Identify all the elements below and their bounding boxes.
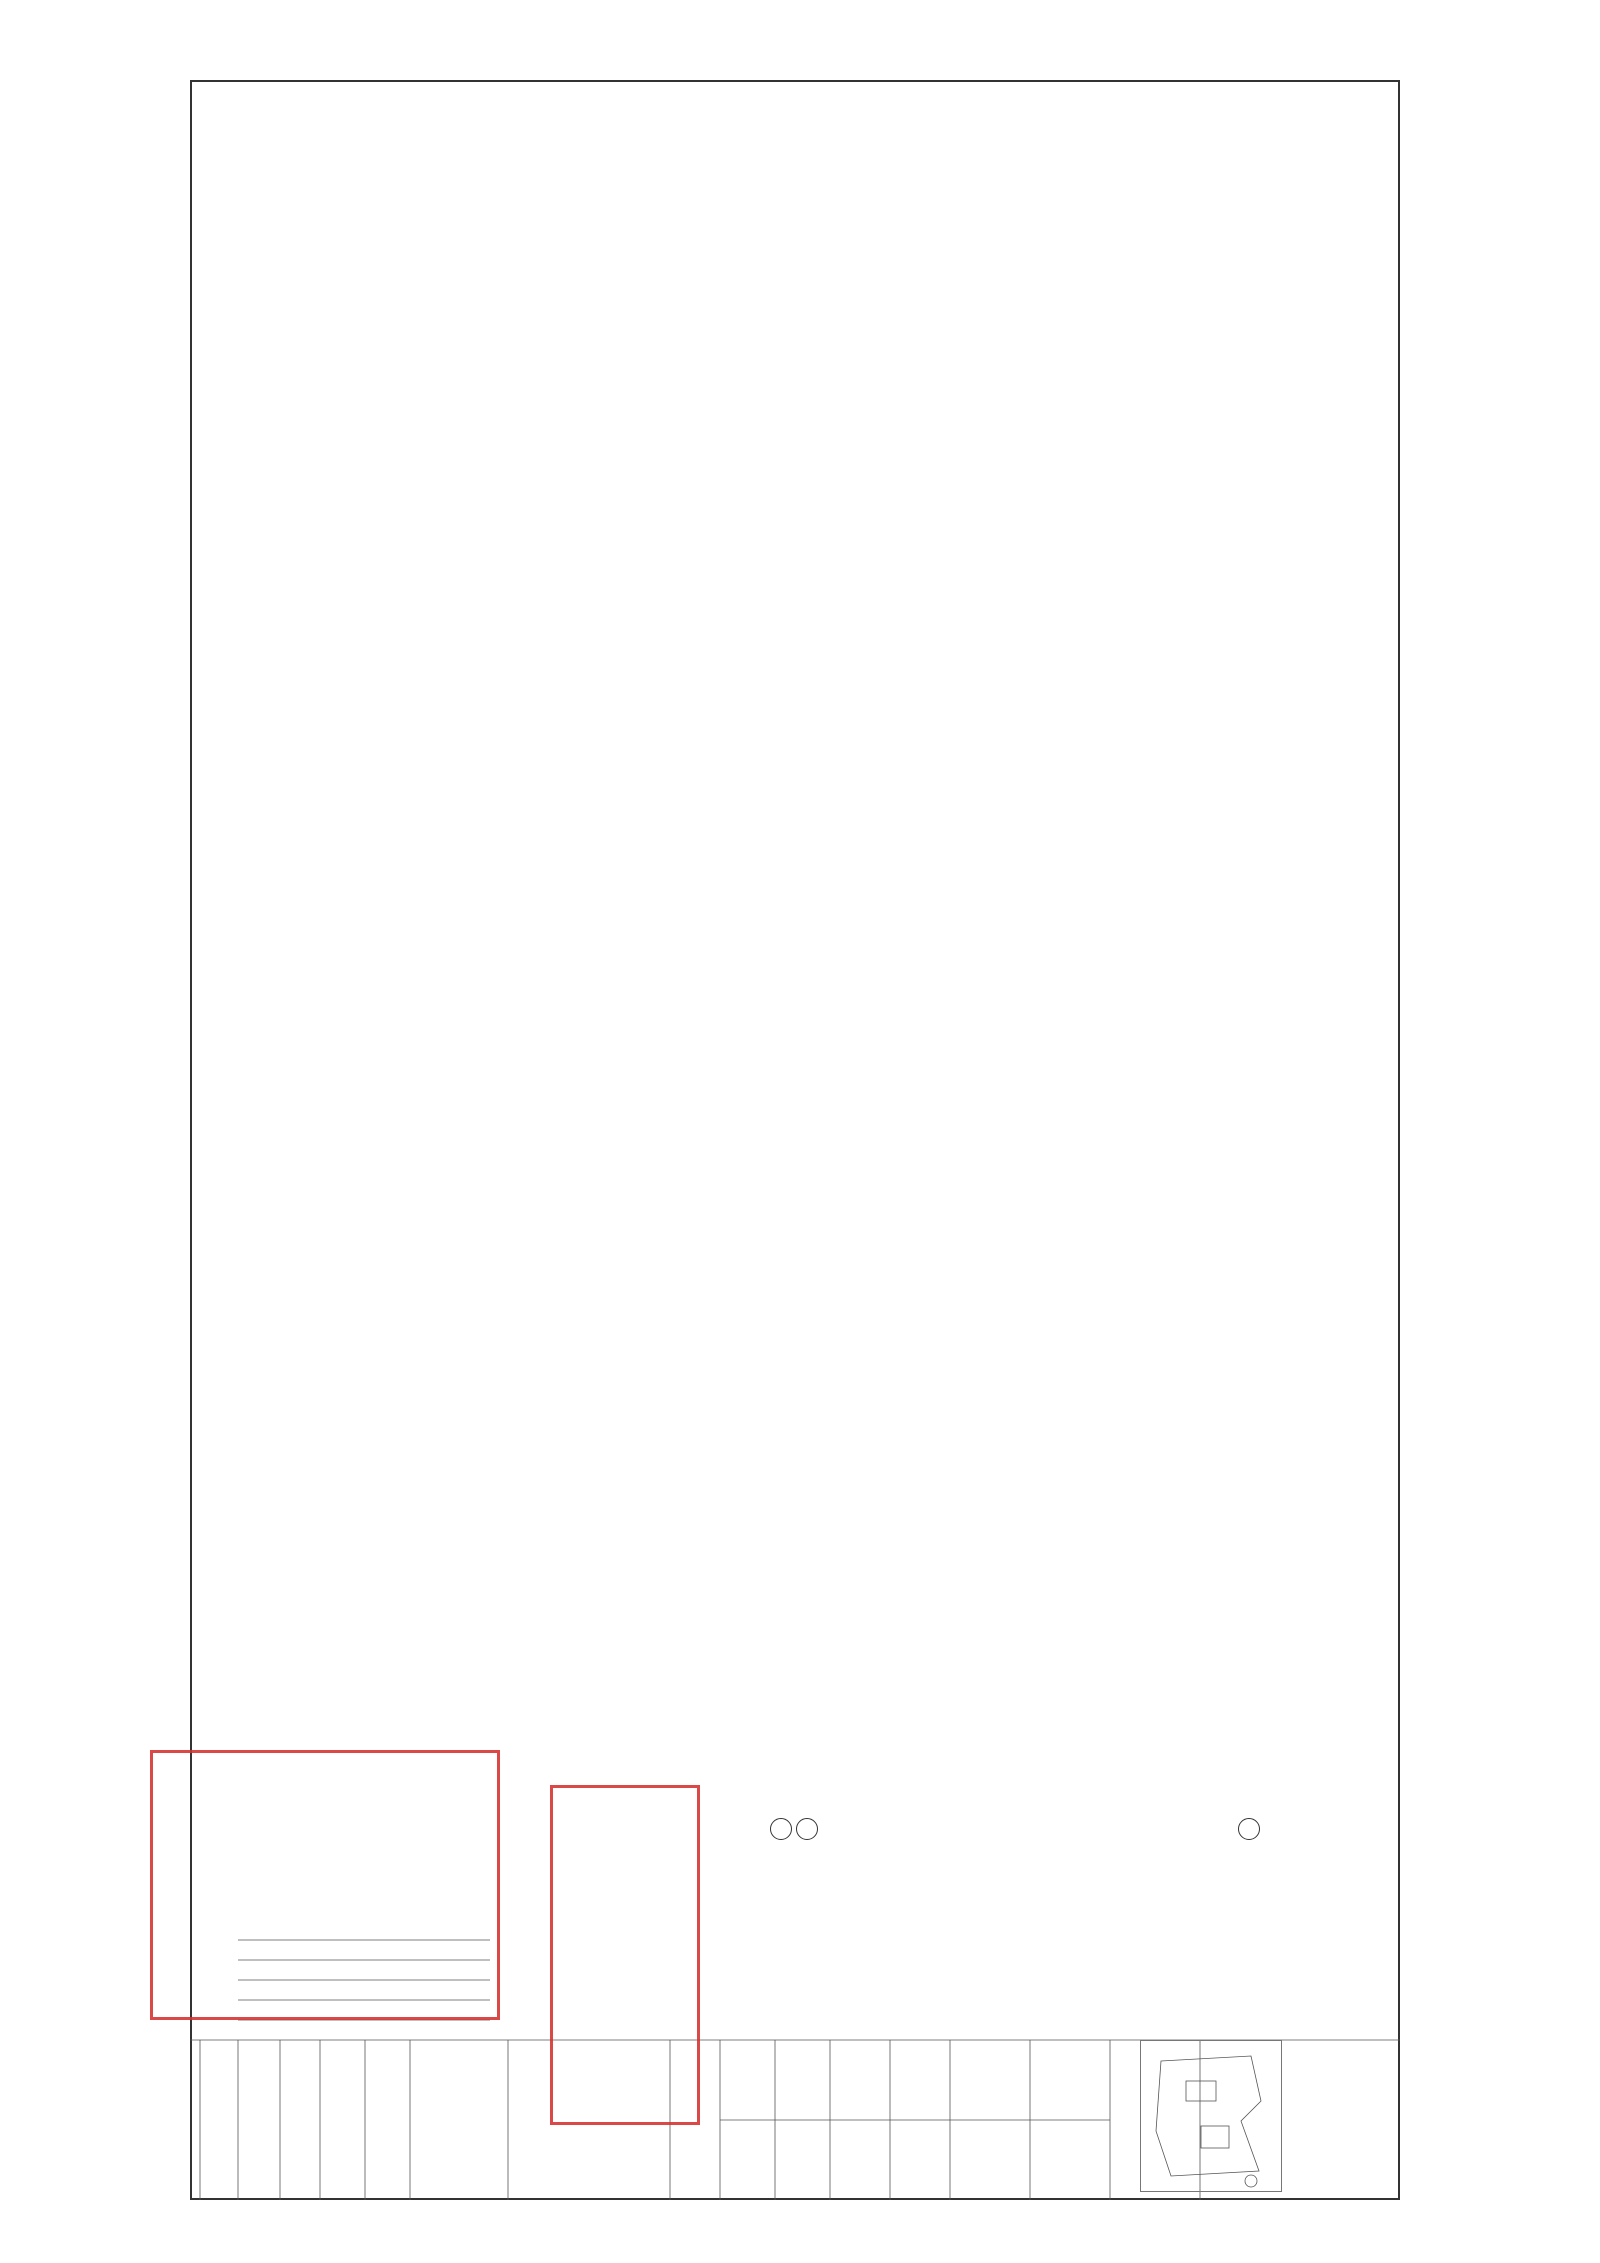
architect-seal [550, 1785, 700, 2125]
axis-21 [770, 1818, 792, 1840]
axis-42 [1238, 1818, 1260, 1840]
design-unit-seal [150, 1750, 500, 2020]
key-plan [1140, 2040, 1282, 2192]
axis-22 [796, 1818, 818, 1840]
firm-logo [1042, 2040, 1082, 2150]
